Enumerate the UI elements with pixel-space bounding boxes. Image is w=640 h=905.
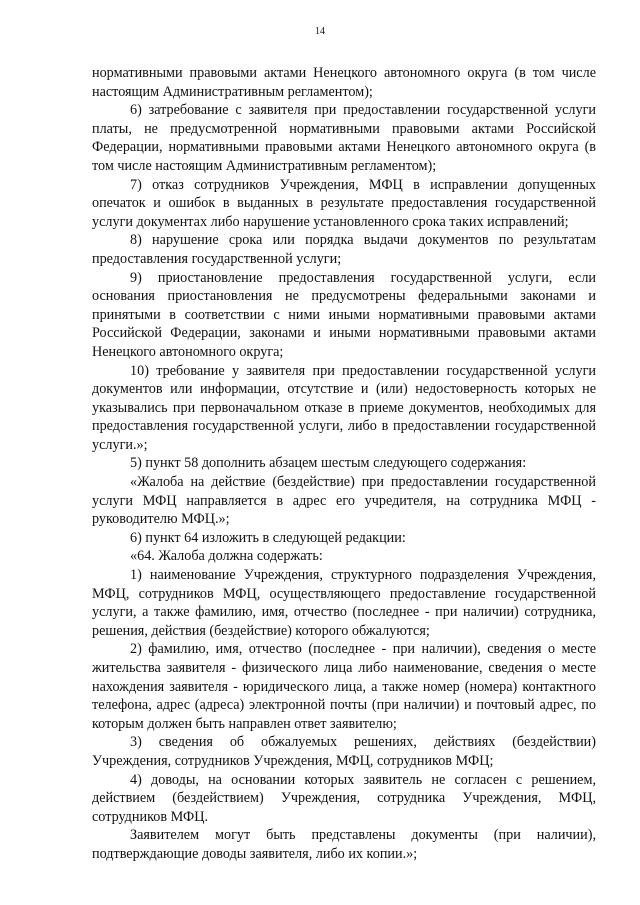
paragraph: 2) фамилию, имя, отчество (последнее - при наличии), сведения о месте жительства заявителя - физического лица либо наименование, сведения о месте нахождения заявителя - юридического лица, а также номер (номера) контактного телефона, адрес (адреса) электронной почты (при наличии) и почтовый адрес, по которым должен быть направлен ответ заявителю; (92, 641, 596, 732)
document-body (92, 64, 596, 864)
paragraph: Заявителем могут быть представлены документы (при наличии), подтверждающие доводы заявителя, либо их копии.»; (92, 827, 596, 862)
paragraph: «64. Жалоба должна содержать: (130, 548, 323, 565)
paragraph: 4) доводы, на основании которых заявитель не согласен с решением, действием (бездействием) Учреждения, сотрудника Учреждения, МФЦ, сотрудников МФЦ. (92, 771, 596, 825)
paragraph: 7) отказ сотрудников Учреждения, МФЦ в исправлении допущенных опечаток и ошибок в выданных в результате предоставления государственной услуги документах либо нарушение установленного срока таких исправлений; (92, 176, 596, 230)
page-number: 14 (315, 26, 325, 37)
paragraph: 1) наименование Учреждения, структурного подразделения Учреждения, МФЦ, сотрудников МФЦ, осуществляющего предоставление государственной услуги, а также фамилию, имя, отчество (последнее - при наличии) сотрудника, решения, действия (бездействие) которого обжалуются; (92, 567, 596, 639)
paragraph: 9) приостановление предоставления государственной услуги, если основания приостановления не предусмотрены федеральными законами и принятыми в соответствии с ними иными нормативными правовыми актами Российской Федерации, законами и иными нормативными правовыми актами Ненецкого автономного округа; (92, 269, 596, 360)
paragraph: 6) затребование с заявителя при предоставлении государственной услуги платы, не предусмотренной нормативными правовыми актами Российской Федерации, нормативными правовыми актами Ненецкого автономного округа (в том числе настоящим Административным регламентом); (92, 102, 596, 174)
paragraph: нормативными правовыми актами Ненецкого автономного округа (в том числе настоящим Административным регламентом); (92, 65, 596, 100)
paragraph: 6) пункт 64 изложить в следующей редакции: (130, 529, 406, 546)
paragraph: 10) требование у заявителя при предоставлении государственной услуги документов или информации, отсутствие и (или) недостоверность которых не указывались при первоначальном отказе в приеме документов, необходимых для предоставления государственной услуги, либо в предоставлении государственной услуги.»; (92, 362, 596, 453)
paragraph: 8) нарушение срока или порядка выдачи документов по результатам предоставления государственной услуги; (92, 232, 596, 267)
paragraph: 5) пункт 58 дополнить абзацем шестым следующего содержания: (130, 455, 527, 472)
paragraph: 3) сведения об обжалуемых решениях, действиях (бездействии) Учреждения, сотрудников Учреждения, МФЦ, сотрудников МФЦ; (92, 734, 596, 769)
paragraph: «Жалоба на действие (бездействие) при предоставлении государственной услуги МФЦ направляется в адрес его учредителя, на сотрудника МФЦ - руководителю МФЦ.»; (92, 474, 596, 528)
